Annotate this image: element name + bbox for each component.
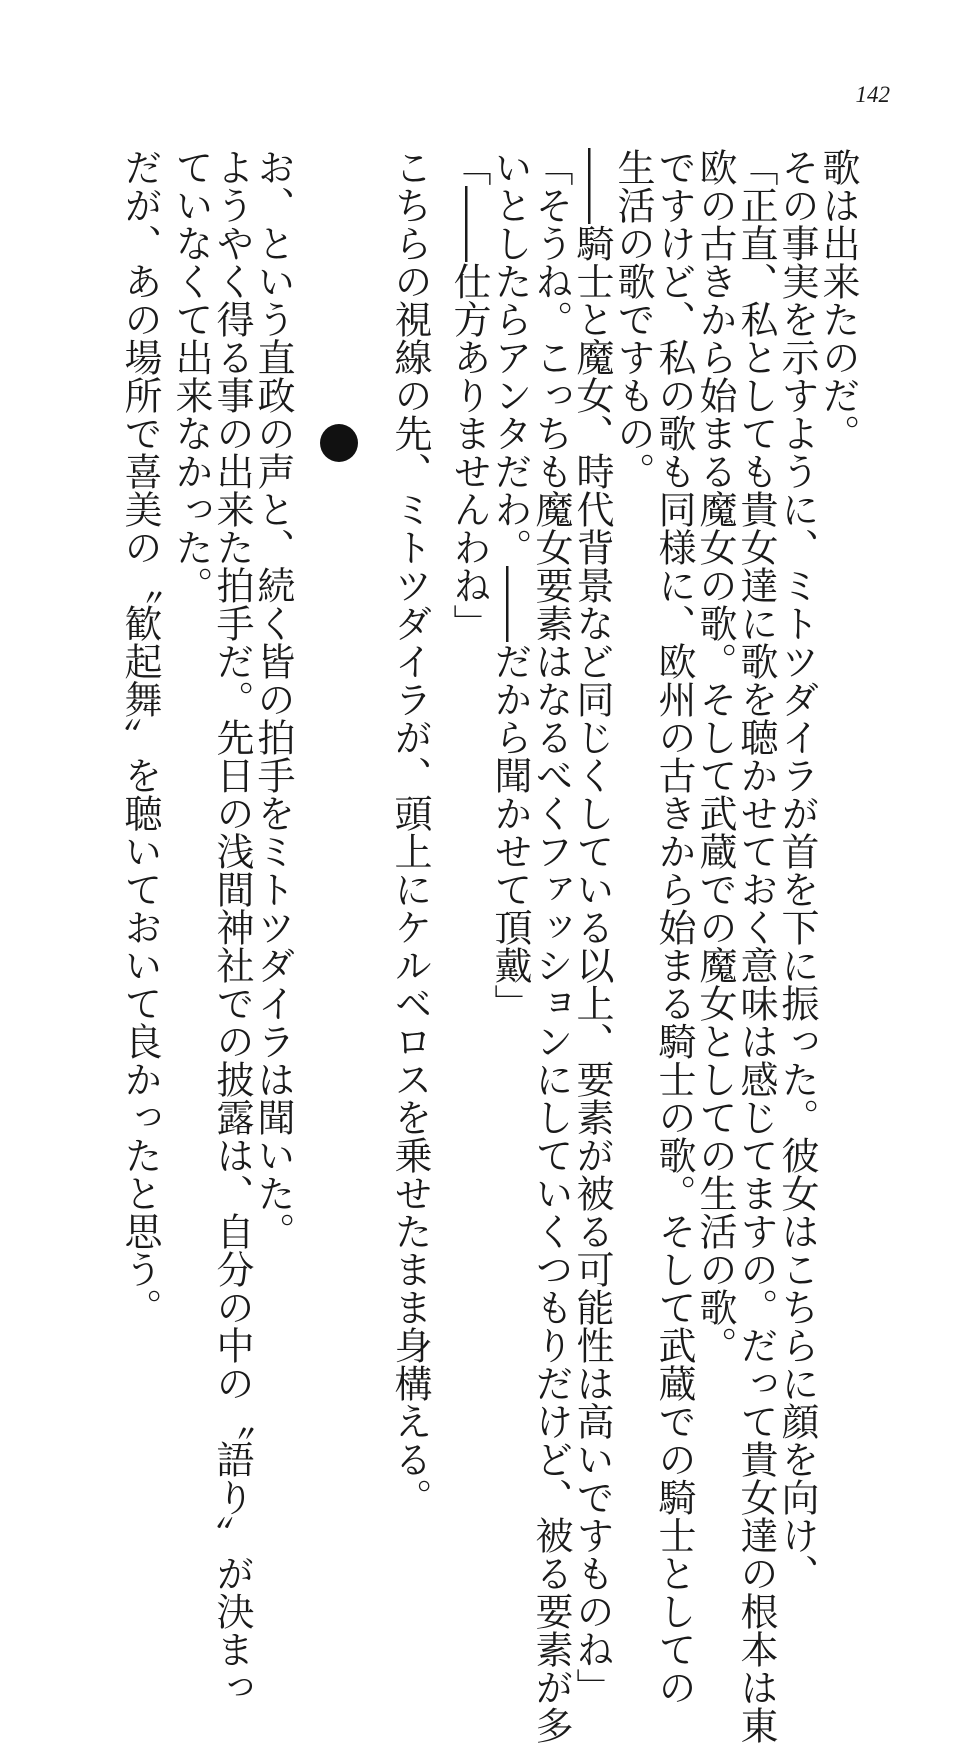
text-column-4: 欧の古きから始まる魔女の歌。そして武蔵での魔女としての生活の歌。 bbox=[693, 148, 737, 1364]
text-column-13: ようやく得る事の出来た拍手だ。先日の浅間神社での披露は、自分の中の〝語り〟が決まっ bbox=[210, 148, 254, 1706]
text-column-9: いとしたらアンタだわ。――だから聞かせて頂戴」 bbox=[488, 148, 532, 1022]
text-column-6: 生活の歌ですもの。 bbox=[611, 148, 655, 490]
text-column-5: ですけど、私の歌も同様に、欧州の古きから始まる騎士の歌。そして武蔵での騎士としての bbox=[652, 148, 696, 1706]
text-column-7: ――騎士と魔女、時代背景など同じくしている以上、要素が被る可能性は高いですものね」 bbox=[570, 148, 614, 1706]
text-column-3: 「正直、私としても貴女達に歌を聴かせておく意味は感じてますの。だって貴女達の根本は東 bbox=[734, 148, 778, 1744]
text-column-12: お、という直政の声と、続く皆の拍手をミトツダイラは聞いた。 bbox=[251, 148, 295, 1250]
section-break-dot bbox=[320, 424, 358, 462]
page-number: 142 bbox=[855, 82, 890, 107]
text-column-10: 「――仕方ありませんわね」 bbox=[447, 148, 491, 642]
text-column-14: ていなくて出来なかった。 bbox=[169, 148, 213, 604]
text-column-11: こちらの視線の先、ミトツダイラが、頭上にケルベロスを乗せたまま身構える。 bbox=[388, 148, 432, 1516]
text-column-15: だが、あの場所で喜美の〝歓起舞〟を聴いておいて良かったと思う。 bbox=[118, 148, 162, 1326]
text-column-1: 歌は出来たのだ。 bbox=[816, 148, 860, 452]
text-column-8: 「そうね。こっちも魔女要素はなるべくファッションにしていくつもりだけど、被る要素が多 bbox=[529, 148, 573, 1744]
text-column-2: その事実を示すように、ミトツダイラが首を下に振った。彼女はこちらに顔を向け、 bbox=[775, 148, 819, 1592]
